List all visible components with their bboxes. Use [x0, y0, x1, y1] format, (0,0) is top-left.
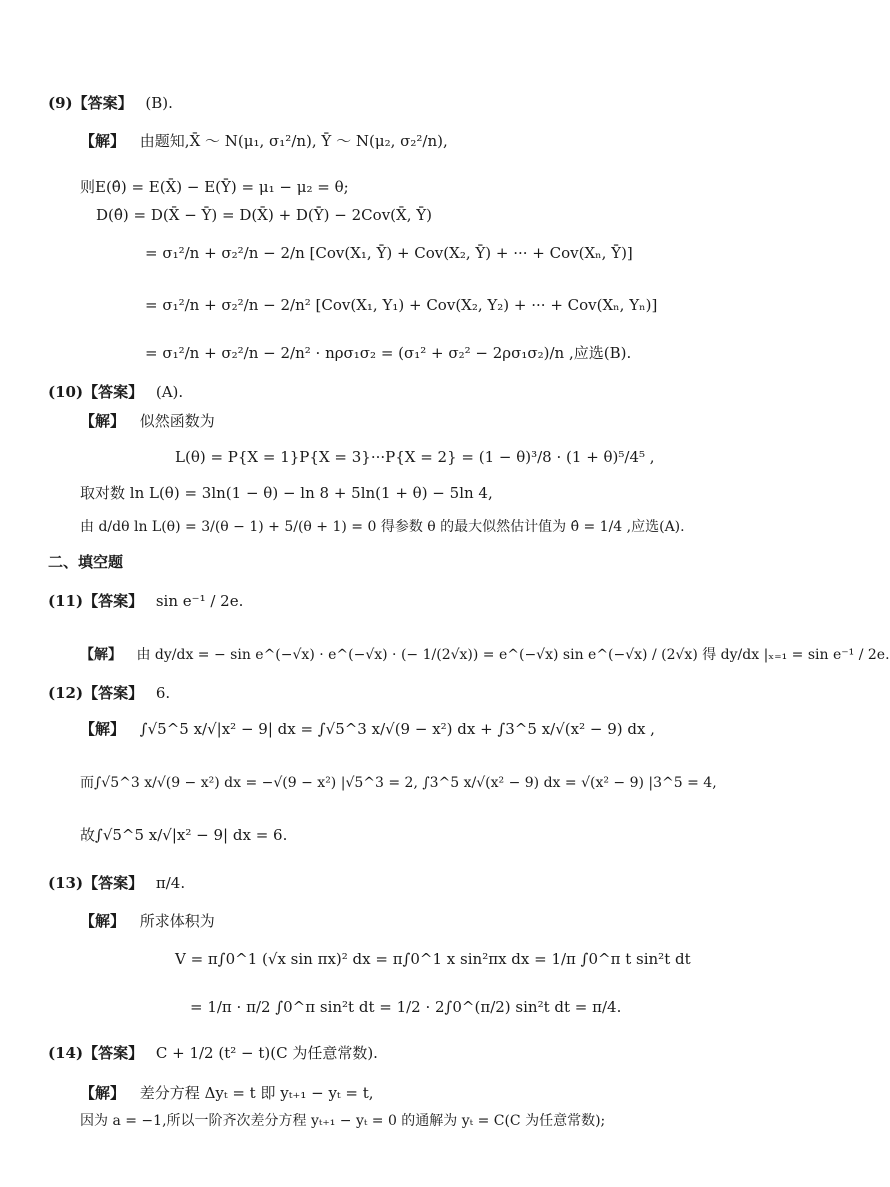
q12-line1 [80, 722, 655, 737]
q10-text1: 似然函数为 [139, 412, 215, 430]
q10-line4: 由 d/dθ ln L(θ) = 3/(θ − 1) + 5/(θ + 1) = 0 得参数 θ 的最大似然估计值为 θ̂ = 1/4 ,应选(A). [80, 519, 685, 535]
q14-answer-tag: (14)【答案】 [48, 1044, 144, 1062]
q9-line6: = σ₁²/n + σ₂²/n − 2/n² · nρσ₁σ₂ = (σ₁² + σ₂² − 2ρσ₁σ₂)/n ,应选(B). [145, 344, 632, 362]
q10-line3: 取对数 ln L(θ) = 3ln(1 − θ) − ln 8 + 5ln(1 + θ) − 5ln 4, [80, 484, 493, 502]
q12-line3: 故∫√5^5 x/√|x² − 9| dx = 6. [80, 826, 288, 844]
q11-answer-tag: (11)【答案】 [48, 592, 144, 610]
q11-answer: sin e⁻¹ / 2e. [155, 592, 244, 610]
q14-answer: C + 1/2 (t² − t)(C 为任意常数). [155, 1044, 378, 1062]
q9-line2: 则E(θ̂) = E(X̄) − E(Ȳ) = μ₁ − μ₂ = θ; [80, 178, 349, 196]
q10-answer-tag: (10)【答案】 [48, 383, 144, 401]
q13-line1 [80, 914, 215, 929]
q12-text1: ∫√5^5 x/√|x² − 9| dx = ∫√5^3 x/√(9 − x²) dx + ∫3^5 x/√(x² − 9) dx , [139, 720, 655, 738]
q13-answer-tag: (13)【答案】 [48, 874, 144, 892]
q11-text1: 由 dy/dx = − sin e^(−√x) · e^(−√x) · (− 1/(2√x)) = e^(−√x) sin e^(−√x) / (2√x) 得 dy/dx |ₓ₌₁ = sin e⁻¹ / 2e. [136, 647, 890, 663]
q9-answer: (B). [145, 94, 173, 112]
q13-answer: π/4. [155, 874, 186, 892]
q12-jie: 【解】 [80, 720, 126, 738]
q14-text1: 差分方程 Δyₜ = t 即 yₜ₊₁ − yₜ = t, [139, 1084, 374, 1102]
q13-header [48, 876, 185, 891]
q10-jie: 【解】 [80, 412, 126, 430]
q13-jie: 【解】 [80, 912, 126, 930]
q12-answer-tag: (12)【答案】 [48, 684, 144, 702]
q9-text1: 由题知,X̄ ～ N(μ₁, σ₁²/n), Ȳ ～ N(μ₂, σ₂²/n), [139, 132, 448, 150]
q13-line2: V = π∫0^1 (√x sin πx)² dx = π∫0^1 x sin²πx dx = 1/π ∫0^π t sin²t dt [175, 950, 691, 968]
q10-line1 [80, 414, 215, 429]
q11-jie: 【解】 [80, 647, 122, 663]
q10-answer: (A). [155, 383, 184, 401]
q10-header [48, 385, 183, 400]
q12-line2: 而∫√5^3 x/√(9 − x²) dx = −√(9 − x²) |√5^3 = 2, ∫3^5 x/√(x² − 9) dx = √(x² − 9) |3^5 = 4, [80, 775, 717, 791]
q9-jie: 【解】 [80, 132, 126, 150]
q9-line4: = σ₁²/n + σ₂²/n − 2/n [Cov(X₁, Ȳ) + Cov(X₂, Ȳ) + ··· + Cov(Xₙ, Ȳ)] [145, 244, 633, 262]
q14-line2: 因为 a = −1,所以一阶齐次差分方程 yₜ₊₁ − yₜ = 0 的通解为 yₜ = C(C 为任意常数); [80, 1113, 606, 1129]
q10-line2: L(θ) = P{X = 1}P{X = 3}···P{X = 2} = (1 − θ)³/8 · (1 + θ)⁵/4⁵ , [175, 448, 655, 466]
q11-line1 [80, 648, 890, 662]
q14-header [48, 1046, 378, 1061]
q9-line1 [80, 134, 448, 149]
q9-answer-tag: (9)【答案】 [48, 94, 133, 112]
q13-text1: 所求体积为 [139, 912, 215, 930]
q13-line3: = 1/π · π/2 ∫0^π sin²t dt = 1/2 · 2∫0^(π/2) sin²t dt = π/4. [190, 998, 622, 1016]
q9-line3: D(θ̂) = D(X̄ − Ȳ) = D(X̄) + D(Ȳ) − 2Cov(X̄, Ȳ) [96, 206, 432, 224]
q12-answer: 6. [155, 684, 171, 702]
q14-line1 [80, 1086, 374, 1101]
q14-jie: 【解】 [80, 1084, 126, 1102]
q12-header [48, 686, 170, 701]
q9-line5: = σ₁²/n + σ₂²/n − 2/n² [Cov(X₁, Y₁) + Cov(X₂, Y₂) + ··· + Cov(Xₙ, Yₙ)] [145, 296, 658, 314]
section-title: 二、填空题 [48, 553, 124, 571]
q9-header [48, 96, 173, 111]
q11-header [48, 594, 243, 609]
